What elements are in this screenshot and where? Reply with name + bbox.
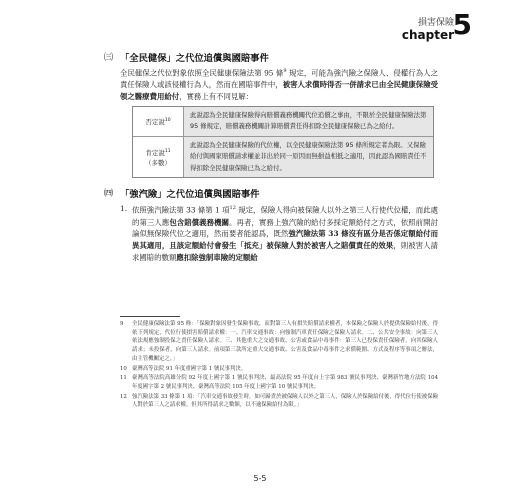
page-number: 5-5 xyxy=(253,474,267,483)
row-label xyxy=(133,137,184,178)
chapter-number: 5 xyxy=(452,8,472,41)
footnote xyxy=(120,393,438,410)
footnote-ref[interactable]: 10 xyxy=(164,117,171,123)
footnote-ref[interactable]: 9 xyxy=(283,68,287,74)
item-text-part: 規定，保險人得向被保險人以外之第三人行使代位權，而此處的第三人應 xyxy=(132,205,438,227)
para-bold: 被害人求償時得否一併請求已由全民健康保險受領之醫療費用給付 xyxy=(120,80,438,102)
item-bold: 包含賠償義務機關 xyxy=(169,217,230,227)
opinions-table xyxy=(132,106,434,179)
section-heading-cali xyxy=(104,186,438,199)
section-heading-nhi xyxy=(104,50,438,63)
footnote-text: 全民健康保險法第 95 條：「保險對象因發生保險事故，而對第三人有損失賠償請求權者，本保險之保險人於提供保險給付後，得依下列規定，代位行使損害賠償請求權：一、汽車交通事故：向強制汽車責任保險之保險人請求。二、公共安全事故：向第三人依法規應強制投保之責任保險人請求。三、其他重大之交通事故、公害或食品中毒事件：第三人已投保責任保險者，向其保險人請求；未投保者，向第三人請求。前項第三款所定重大交通事故、公害及食品中毒事件之求償範圍、方式及程序等事項之辦法，由主管機關定之。」 xyxy=(132,321,438,362)
label-text: 肯定說 xyxy=(145,148,165,157)
para-text: 全民健保之代位對象依照全民健康保險法第 95 條 xyxy=(120,68,284,78)
footnote-text: 強汽險法第 33 條第 1 項：「汽車交通事故發生時，如可歸責於被保險人以外之第三人，保險人於保險給付後，得代位行使被保險人對於第三人之請求權。但其所得請求之數額，以不逾保險給付為限。」 xyxy=(132,393,438,409)
footnote-number: 9 xyxy=(120,321,124,327)
table-row xyxy=(133,107,433,137)
item-number: 1. xyxy=(120,204,128,214)
header-book-title: 損害保險 xyxy=(417,18,454,28)
footnote xyxy=(120,320,438,364)
section-title: 「全民健保」之代位追償與國賠事件 xyxy=(120,52,269,64)
table-row xyxy=(133,137,433,178)
running-header xyxy=(402,18,454,42)
main-content xyxy=(104,50,438,264)
label-note: （多數） xyxy=(145,158,171,167)
footnote xyxy=(120,365,438,374)
item-text-part: ，則被害人請求國賠的數額 xyxy=(132,241,438,263)
footnote-number: 10 xyxy=(120,365,127,372)
row-label xyxy=(133,107,184,136)
row-text: 此說認為全民健康保險的代位權，以全民健康保險法第 95 條所規定者為限。又保險給付與國家賠償請求權並非出於同一原因而無損益相抵之適用，因此認為國賠責任不得扣除全民健康保險已為之給付。 xyxy=(184,137,433,178)
item-text xyxy=(132,203,438,263)
para-text: 規定，可能為強汽險之保險人、侵權行為人之責任保險人或該侵權行為人，然而在國賠事件中， xyxy=(120,68,438,90)
list-item xyxy=(120,203,438,263)
footnote xyxy=(120,374,438,391)
section-number: ㈣ xyxy=(104,189,114,200)
footnote-divider xyxy=(120,316,180,317)
section-paragraph xyxy=(120,66,438,103)
item-text-part: 。再者，實務上強汽險的給付多採定額給付之方式，依照前開討論似無保險代位之適用，然而要者能認爲，既然 xyxy=(132,217,438,239)
footnote-ref[interactable]: 11 xyxy=(164,148,171,154)
section-title: 「強汽險」之代位追償與國賠事件 xyxy=(120,188,260,200)
item-bold: 強汽險法第 33 條沒有區分是否係定額給付而異其適用，且該定額給付會發生「抵充」被保險人對於被害人之賠償責任的效果 xyxy=(132,229,438,251)
row-text: 此說認為全民健康保險得向賠償義務機關代位追償之事由，不限於全民健康保險法第 95 條規定，賠償義務機關計算賠償責任得扣除全民健康保險已為之給付。 xyxy=(184,107,433,136)
para-text: ，實務上有不同見解： xyxy=(179,92,254,102)
footnote-text: 臺灣高等法院高雄分院 92 年度上國字第 1 號民事判決、最高法院 95 年度台上字第 983 號民事判決、臺灣新竹地方法院 104 年度國字第 2 號民事判決、臺灣高等法院 105 年度上國字第 10 號民事判決。 xyxy=(132,375,438,390)
label-text: 否定說 xyxy=(145,117,165,126)
item-text-part: 依照強汽險法第 33 條第 1 項 xyxy=(132,205,230,215)
footnotes xyxy=(120,320,438,411)
header-chapter-label: chapter xyxy=(401,28,454,42)
footnote-ref[interactable]: 12 xyxy=(229,205,236,212)
footnote-number: 12 xyxy=(120,393,127,400)
footnote-number: 11 xyxy=(120,375,127,382)
section-number: ㈢ xyxy=(104,53,114,63)
item-bold: 應扣除強制車險的定額給 xyxy=(176,253,258,263)
footnote-text: 臺灣高等法院 91 年度重國字第 1 號民事判決。 xyxy=(132,365,247,372)
